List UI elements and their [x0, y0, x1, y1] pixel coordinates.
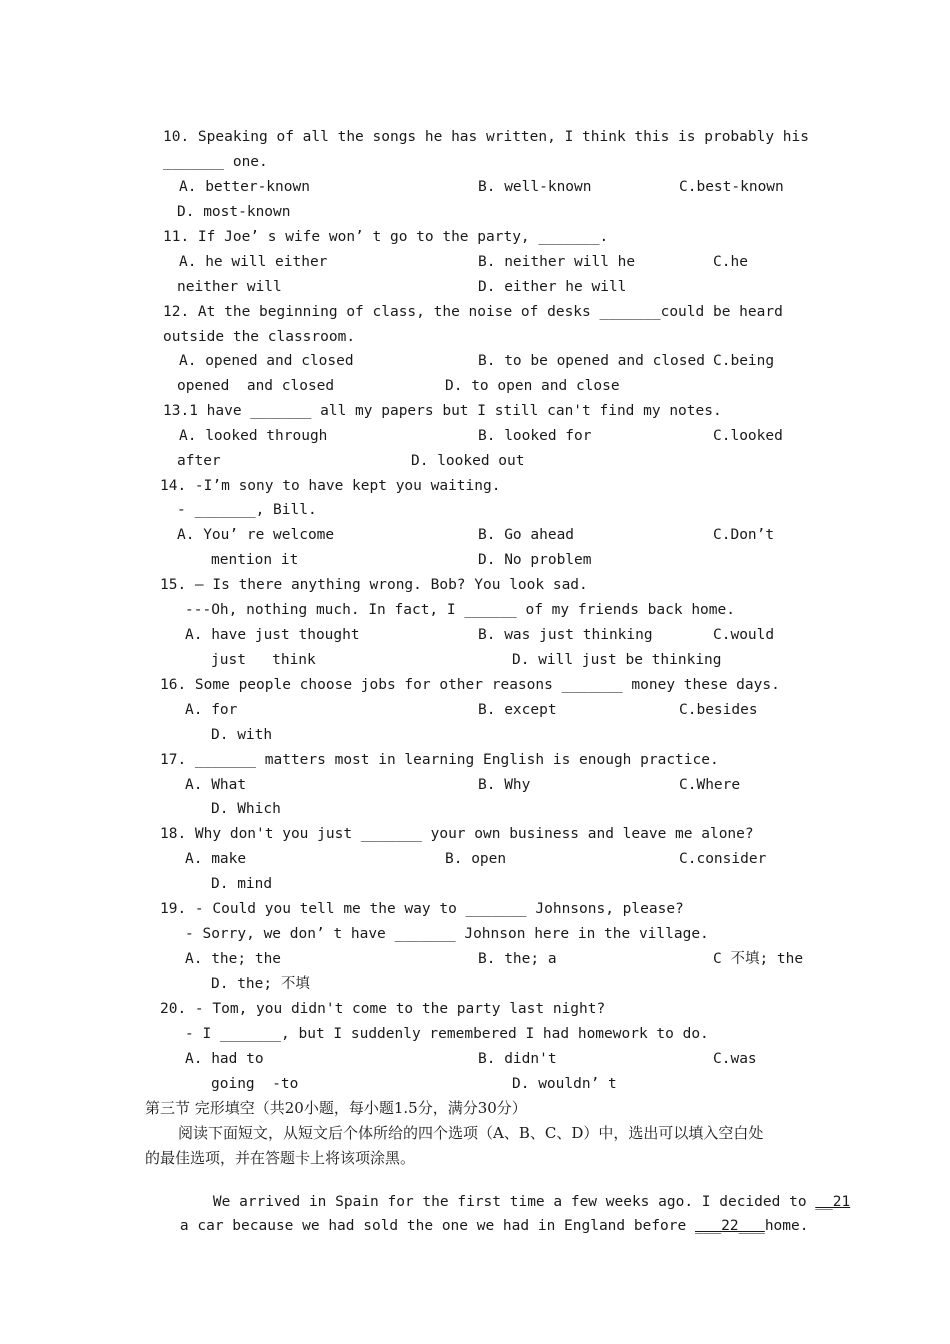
q19-option-a: A. the; the	[185, 951, 282, 967]
q14-stem-reply: - _______, Bill.	[177, 502, 317, 518]
q11-option-c-cont: neither will	[177, 279, 282, 295]
passage-line-1-text: We arrived in Spain for the first time a few weeks ago. I decided to	[212, 1194, 816, 1210]
q18-option-d: D. mind	[211, 876, 273, 892]
q15-stem: 15. — Is there anything wrong. Bob? You look sad.	[160, 577, 588, 593]
q11-option-d: D. either he will	[478, 279, 627, 295]
q20-option-d: D. wouldn’ t	[512, 1076, 617, 1092]
q19-option-b: B. the; a	[478, 951, 557, 967]
q10-option-c: C.best-known	[679, 179, 784, 195]
q13-option-c-cont: after	[177, 453, 221, 469]
q17-option-b: B. Why	[478, 777, 531, 793]
q19-option-d: D. the; 不填	[211, 976, 310, 992]
q12-option-b: B. to be opened and closed	[478, 353, 705, 369]
q17-option-d: D. Which	[211, 801, 281, 817]
q17-option-c: C.Where	[679, 777, 741, 793]
passage-line-2-text: a car because we had sold the one we had in England before	[179, 1218, 695, 1234]
q13-option-d: D. looked out	[411, 453, 525, 469]
q16-option-d: D. with	[211, 727, 273, 743]
q14-option-d: D. No problem	[478, 552, 592, 568]
q10-option-b: B. well-known	[478, 179, 592, 195]
q12-option-c: C.being	[713, 353, 775, 369]
q13-option-a: A. looked through	[179, 428, 328, 444]
q16-option-b: B. except	[478, 702, 557, 718]
passage-line-2	[145, 1199, 808, 1253]
q12-option-d: D. to open and close	[445, 378, 620, 394]
q18-option-c: C.consider	[679, 851, 767, 867]
section-title: 第三节 完形填空（共20小题，每小题1.5分，满分30分）	[145, 1099, 527, 1117]
q11-option-c: C.he	[713, 254, 748, 270]
q11-stem: 11. If Joe’ s wife won’ t go to the party, _______.	[163, 229, 609, 245]
q10-option-a: A. better-known	[179, 179, 310, 195]
blank-21: __21	[815, 1194, 851, 1210]
q20-stem: 20. - Tom, you didn't come to the party last night?	[160, 1001, 606, 1017]
q14-option-a: A. You’ re welcome	[177, 527, 335, 543]
q11-option-b: B. neither will he	[478, 254, 636, 270]
q17-option-a: A. What	[185, 777, 247, 793]
q18-stem: 18. Why don't you just _______ your own business and leave me alone?	[160, 826, 754, 842]
q12-option-a: A. opened and closed	[179, 353, 354, 369]
q10-stem-cont: _______ one.	[163, 154, 268, 170]
q14-option-c-cont: mention it	[211, 552, 299, 568]
blank-22: ___22___	[694, 1218, 765, 1234]
q14-stem: 14. -I’m sony to have kept you waiting.	[160, 478, 501, 494]
q20-stem-reply: - I _______, but I suddenly remembered I had homework to do.	[185, 1026, 709, 1042]
q20-option-c-cont: going -to	[211, 1076, 299, 1092]
q13-option-c: C.looked	[713, 428, 783, 444]
q11-option-a: A. he will either	[179, 254, 328, 270]
q18-option-b: B. open	[445, 851, 507, 867]
q14-option-b: B. Go ahead	[478, 527, 575, 543]
q15-stem-reply: ---Oh, nothing much. In fact, I ______ of my friends back home.	[185, 602, 735, 618]
q15-option-d: D. will just be thinking	[512, 652, 722, 668]
q17-stem: 17. _______ matters most in learning English is enough practice.	[160, 752, 719, 768]
q18-option-a: A. make	[185, 851, 247, 867]
q20-option-a: A. had to	[185, 1051, 264, 1067]
q13-stem: 13.1 have _______ all my papers but I still can't find my notes.	[163, 403, 722, 419]
q10-stem: 10. Speaking of all the songs he has written, I think this is probably his	[163, 129, 810, 145]
q15-option-b: B. was just thinking	[478, 627, 653, 643]
q19-stem-reply: - Sorry, we don’ t have _______ Johnson here in the village.	[185, 926, 709, 942]
q16-option-a: A. for	[185, 702, 238, 718]
q16-option-c: C.besides	[679, 702, 758, 718]
q15-option-a: A. have just thought	[185, 627, 360, 643]
q20-option-b: B. didn't	[478, 1051, 557, 1067]
q16-stem: 16. Some people choose jobs for other reasons _______ money these days.	[160, 677, 780, 693]
q15-option-c-cont: just think	[211, 652, 316, 668]
q20-option-c: C.was	[713, 1051, 757, 1067]
q12-option-c-cont: opened and closed	[177, 378, 335, 394]
q10-option-d: D. most-known	[177, 204, 291, 220]
q12-stem-cont: outside the classroom.	[163, 329, 356, 345]
q19-option-c: C 不填; the	[713, 951, 804, 967]
q14-option-c: C.Don’t	[713, 527, 775, 543]
q12-stem: 12. At the beginning of class, the noise of desks _______could be heard	[163, 304, 783, 320]
q19-stem: 19. - Could you tell me the way to _______ Johnsons, please?	[160, 901, 684, 917]
q15-option-c: C.would	[713, 627, 775, 643]
section-instructions: 阅读下面短文，从短文后个体所给的四个选项（A、B、C、D）中，选出可以填入空白处	[178, 1124, 764, 1142]
q13-option-b: B. looked for	[478, 428, 592, 444]
passage-line-2-end: home.	[764, 1218, 809, 1234]
section-instructions-cont: 的最佳选项，并在答题卡上将该项涂黑。	[145, 1149, 416, 1167]
